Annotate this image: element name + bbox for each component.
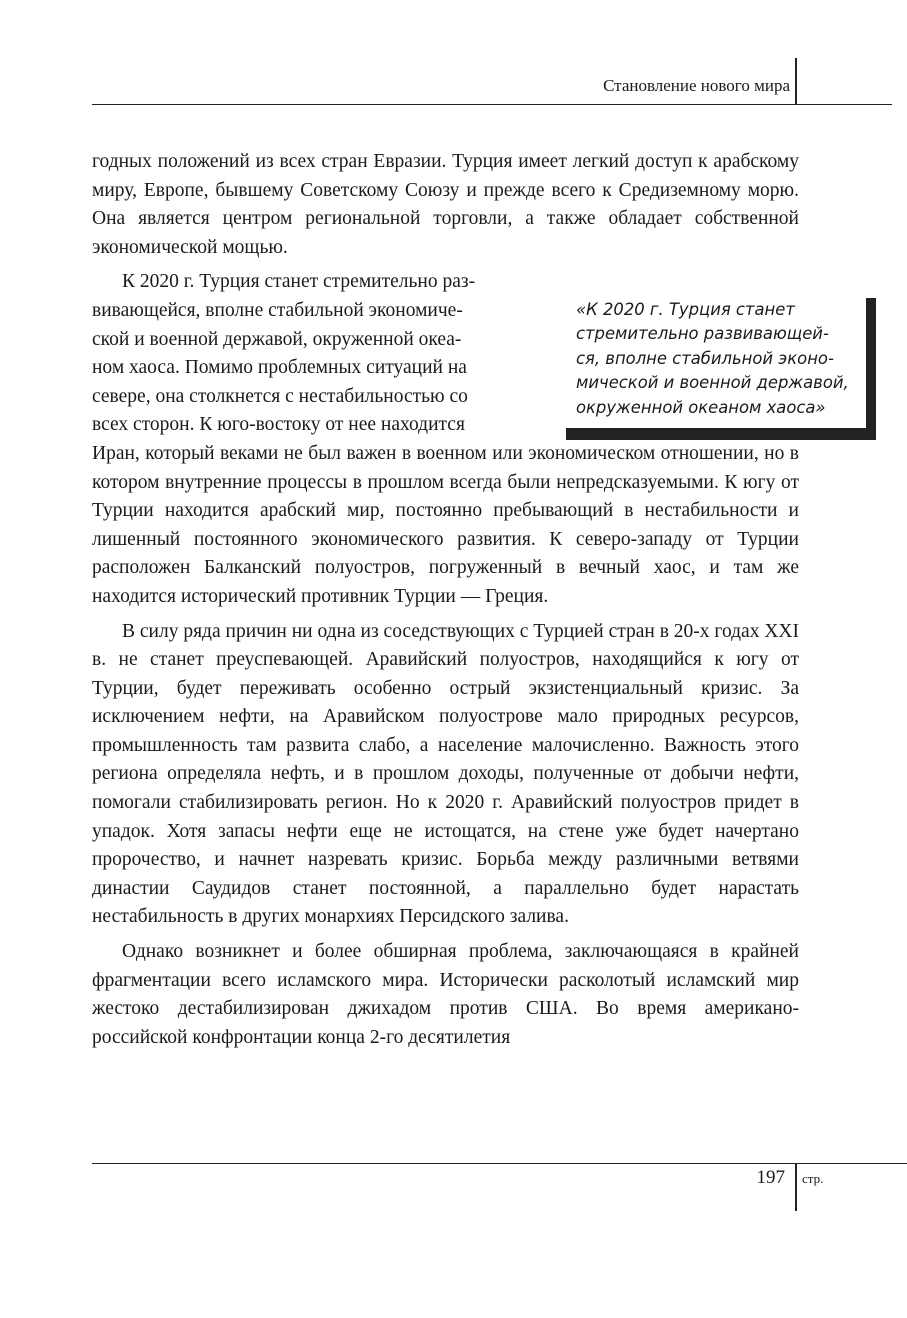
header-rule [92,104,892,105]
wrap-line: ном хаоса. Помимо проблемных ситуаций на [92,357,467,379]
wrap-line: К 2020 г. Турция станет стремительно раз- [122,271,476,293]
pullquote-shadow-bottom [566,428,876,440]
paragraph-3: В силу ряда причин ни одна из соседствующих с Турцией стран в 20-х годах XXI в. не станет преуспевающей. Аравийский полуостров, находящийся к югу от Турции, будет переживать особенно острый экзистенциальный кризис. За исключением нефти, на Аравийском полуострове мало природных ресурсов, промышленность там развита слабо, а население малочисленно. Важность этого региона определяла нефть, и в прошлом доходы, полученные от добычи нефти, помогали стабилизировать регион. Но к 2020 г. Аравийский полуостров придет в упадок. Хотя запасы нефти еще не истощатся, на стене уже будет начертано пророчество, и начнет назревать кризис. Борьба между различными ветвями династии Саудидов станет постоянной, а параллельно будет нарастать нестабильность в других монархиях Персидского залива. [92,620,799,928]
paragraph-1: годных положений из всех стран Евразии. Турция имеет легкий доступ к арабскому миру, Европе, бывшему Советскому Союзу и прежде всего к Средиземному морю. Она является центром региональной торговли, а также обладает собственной экономической мощью. [92,151,799,258]
footer-vertical-bar [795,1163,797,1211]
page-number: 197 [756,1167,785,1188]
footer-rule [92,1163,907,1164]
wrap-line: севере, она столкнется с нестабильностью со [92,385,468,407]
pullquote-box [556,288,866,428]
page-label: стр. [802,1171,824,1186]
wrap-line: всех сторон. К юго-востоку от нее находится [92,414,465,436]
paragraph-4: Однако возникнет и более обширная проблема, заключающаяся в крайней фрагментации всего исламского мира. Исторически расколотый исламский мир жестоко дестабилизирован джихадом против США. Во время американо-российской конфронтации конца 2-го десятилетия [92,941,799,1048]
paragraph-2-rest: Иран, который веками не был важен в военном или экономическом отношении, но в котором внутренние процессы в прошлом всегда были непредсказуемыми. К югу от Турции находится арабский мир, постоянно пребывающий в нестабильности и лишенный постоянного экономического развития. К северо-западу от Турции расположен Балканский полуостров, погруженный в вечный хаос, и там же находится исторический противник Турции — Греция. [92,442,799,607]
running-head: Становление нового мира [603,76,790,95]
wrap-line: ской и военной державой, окруженной океа- [92,328,462,350]
pullquote-text: «К 2020 г. Турция станет стремительно развивающей- ся, вполне стабильной эконо- мической и военной державой, окруженной океаном хаоса» [576,300,849,417]
body-text [92,148,799,1058]
header-vertical-bar [795,58,797,104]
wrap-line: вивающейся, вполне стабильной экономиче- [92,299,463,321]
